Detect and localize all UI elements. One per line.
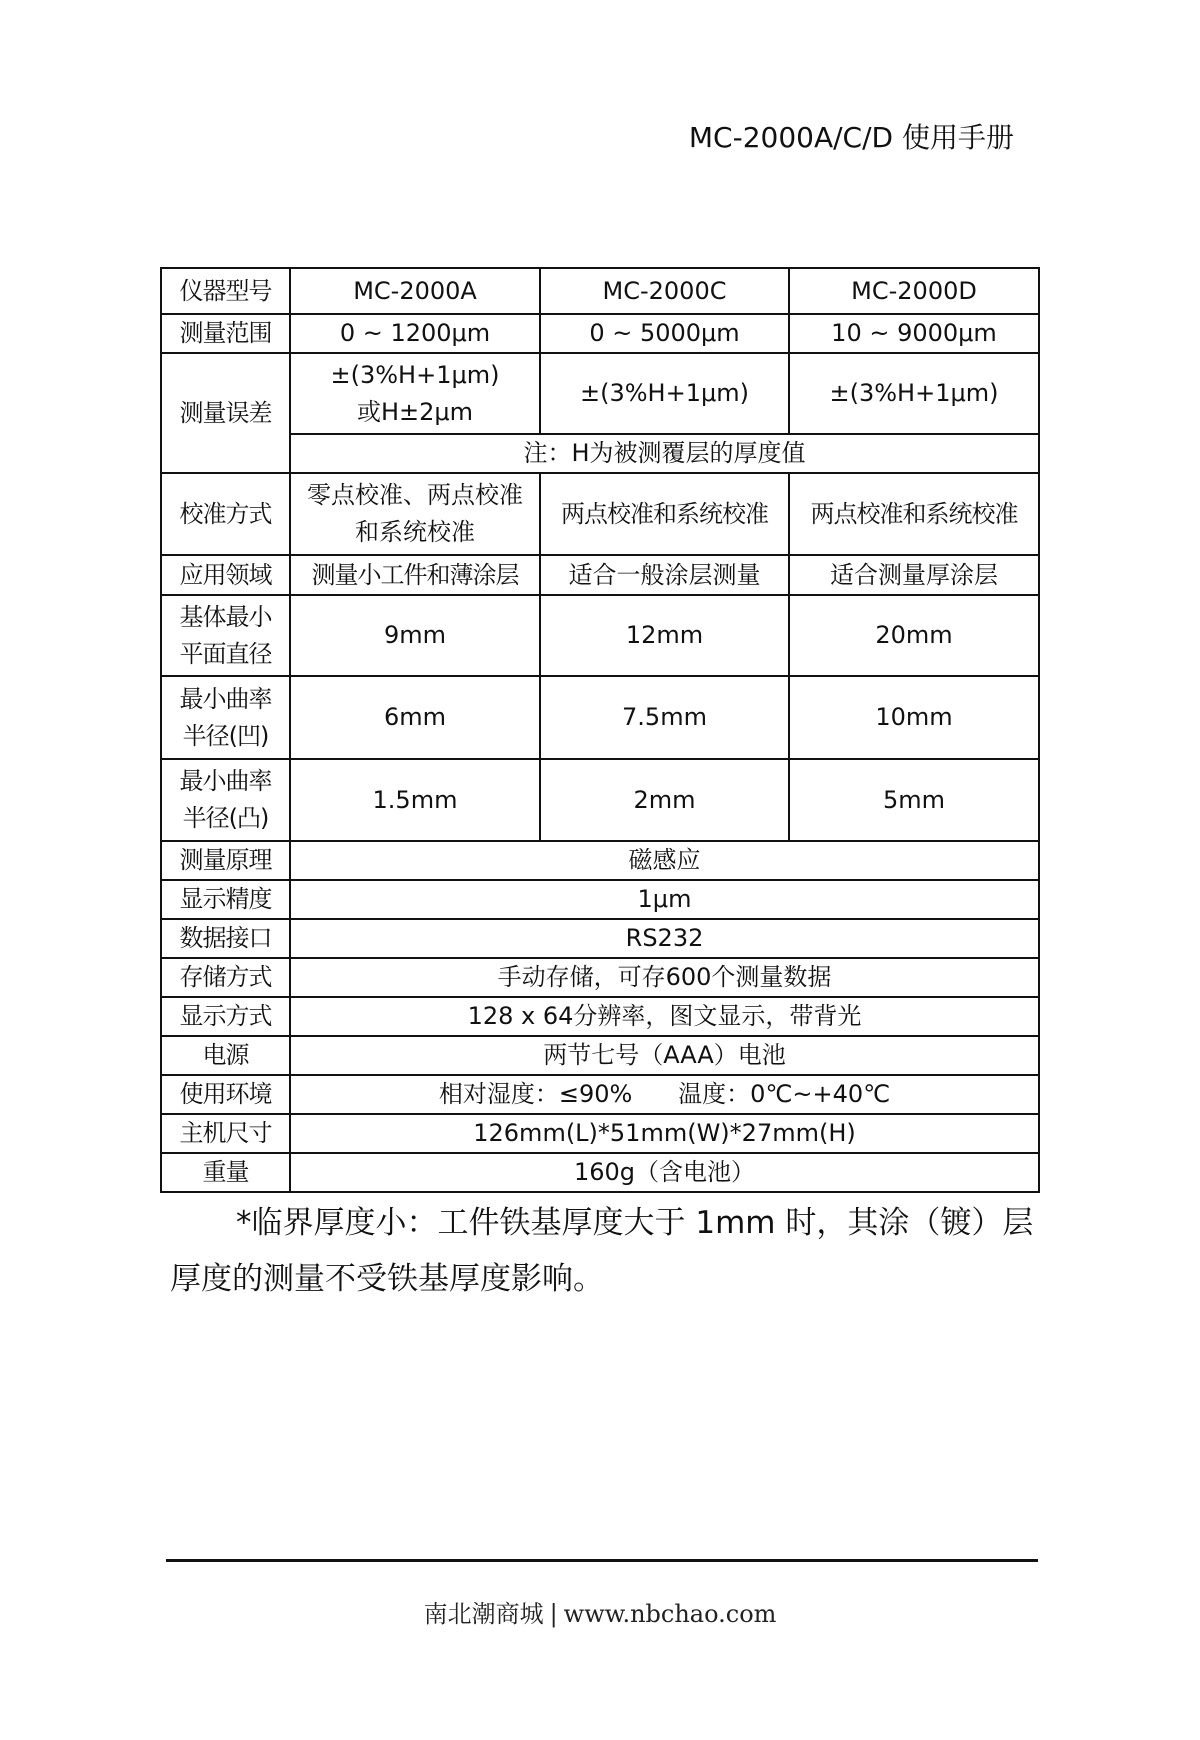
row-label-line: 半径(凹) [182,721,269,750]
cell: 相对湿度：≤90% 温度：0℃~+40℃ [290,1075,1039,1114]
row-label-line: 最小曲率 [179,767,272,795]
row-label: 显示精度 [161,880,290,919]
cell: 1μm [290,880,1039,919]
cell: 20mm [789,595,1039,676]
row-label: 校准方式 [161,473,290,555]
table-row [161,314,1039,353]
cell: 126mm(L)*51mm(W)*27mm(H) [290,1114,1039,1153]
column-header: MC-2000A [290,268,540,314]
row-label: 显示方式 [161,997,290,1036]
row-label: 测量原理 [161,841,290,880]
cell: 测量小工件和薄涂层 [290,555,540,595]
row-label: 主机尺寸 [161,1114,290,1153]
footer-brand: 南北潮商城 [423,1600,544,1628]
page-header-title: MC-2000A/C/D 使用手册 [688,121,1014,154]
row-label-line: 平面直径 [179,639,272,668]
footnote [170,1195,1040,1307]
table-row [161,958,1039,997]
table-row [161,759,1039,841]
cell: 12mm [540,595,789,676]
cell: ±(3%H+1μm) [540,353,789,434]
cell: ±(3%H+1μm) [789,353,1039,434]
table-row [161,1114,1039,1153]
cell: 两点校准和系统校准 [540,473,789,555]
row-label [161,595,290,676]
column-header: MC-2000D [789,268,1039,314]
cell [290,473,540,555]
row-label-line: 基体最小 [179,602,272,631]
note-cell: 注：H为被测覆层的厚度值 [290,434,1039,473]
table-row [161,676,1039,759]
table-row [161,1153,1039,1192]
cell: 适合测量厚涂层 [789,555,1039,595]
table-row [161,555,1039,595]
cell: 两节七号（AAA）电池 [290,1036,1039,1075]
page-footer [0,1594,1200,1629]
row-label: 应用领域 [161,555,290,595]
table-row [161,473,1039,555]
cell: 0 ~ 5000μm [540,314,789,353]
footer-divider [166,1559,1038,1562]
row-label [161,759,290,841]
row-label: 测量范围 [161,314,290,353]
cell [290,353,540,434]
cell: 160g（含电池） [290,1153,1039,1192]
cell: 9mm [290,595,540,676]
table-header-row [161,268,1039,314]
row-label: 存储方式 [161,958,290,997]
cell: 10 ~ 9000μm [789,314,1039,353]
cell: 手动存储，可存600个测量数据 [290,958,1039,997]
spec-table [160,267,1040,1193]
cell: 0 ~ 1200μm [290,314,540,353]
row-label: 重量 [161,1153,290,1192]
cell: 6mm [290,676,540,759]
row-label: 数据接口 [161,919,290,958]
cell-line: ±(3%H+1μm) [330,360,500,389]
cell-line: 或H±2μm [356,397,474,426]
table-row [161,919,1039,958]
cell: 两点校准和系统校准 [789,473,1039,555]
footnote-text: *临界厚度小：工件铁基厚度大于 1mm 时，其涂（镀）层厚度的测量不受铁基厚度影响。 [170,1205,1034,1297]
column-header: MC-2000C [540,268,789,314]
table-row [161,595,1039,676]
table-row [161,1036,1039,1075]
cell-line: 和系统校准 [355,518,475,546]
row-label: 电源 [161,1036,290,1075]
column-header: 仪器型号 [161,268,290,314]
table-row [161,434,1039,473]
row-label: 使用环境 [161,1075,290,1114]
cell-line: 零点校准、两点校准 [307,481,523,509]
cell: 10mm [789,676,1039,759]
table-row [161,353,1039,434]
cell: 磁感应 [290,841,1039,880]
footer-url[interactable]: www.nbchao.com [563,1600,777,1628]
cell: 1.5mm [290,759,540,841]
row-label-line: 半径(凸) [182,804,269,832]
row-label: 测量误差 [161,353,290,473]
cell: 128 x 64分辨率，图文显示，带背光 [290,997,1039,1036]
table-row [161,1075,1039,1114]
cell: 7.5mm [540,676,789,759]
footer-separator: | [549,1600,558,1628]
table-row [161,841,1039,880]
row-label [161,676,290,759]
table-row [161,880,1039,919]
table-row [161,997,1039,1036]
cell: RS232 [290,919,1039,958]
cell: 2mm [540,759,789,841]
cell: 5mm [789,759,1039,841]
cell: 适合一般涂层测量 [540,555,789,595]
row-label-line: 最小曲率 [179,684,272,713]
